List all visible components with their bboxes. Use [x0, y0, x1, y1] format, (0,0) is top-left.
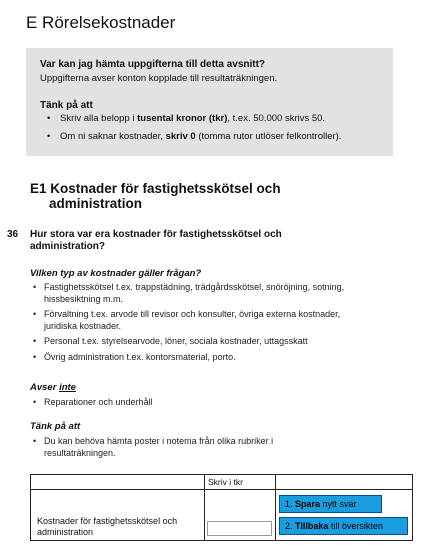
- list-item: • Personal t.ex. styrelsearvode, löner, sociala kostnader, uttagsskatt: [30, 336, 370, 348]
- table-divider: [31, 489, 412, 490]
- info-tips-heading: Tänk på att: [40, 100, 93, 111]
- list-item: • Du kan behöva hämta poster i notema från olika rubriker i resultaträkningen.: [30, 436, 320, 459]
- list-item: • Fastighetsskötsel t.ex. trappstädning, trädgårdsskötsel, snöröjning, sotning, hissbesiktning m.m.: [30, 282, 370, 305]
- save-button[interactable]: 1. Spara nytt svar: [279, 495, 382, 513]
- type-heading: Vilken typ av kostnader gäller frågan?: [30, 268, 202, 279]
- question-text: Hur stora var era kostnader för fastighetsskötsel och administration?: [30, 229, 282, 252]
- back-to-overview-button[interactable]: 2. Tillbaka till översikten: [279, 517, 408, 535]
- info-tip: • Om ni saknar kostnader, skriv 0 (tomma rutor utlöser felkontroller).: [40, 128, 390, 146]
- section-title: E Rörelsekostnader: [26, 13, 176, 32]
- note-list: [30, 436, 320, 463]
- info-question: Var kan jag hämta uppgifterna till detta avsnitt?: [40, 59, 266, 70]
- amount-input[interactable]: [207, 521, 272, 536]
- type-list: [30, 282, 370, 367]
- answer-table: [30, 474, 413, 541]
- list-item: • Reparationer och underhåll: [30, 397, 370, 409]
- list-item: • Förvaltning t.ex. arvode till revisor och konsulter, övriga externa kostnader, juridiska kostnader.: [30, 309, 370, 332]
- table-divider: [275, 475, 276, 540]
- note-heading: Tänk på att: [30, 421, 81, 432]
- info-box: [26, 48, 393, 156]
- column-header: Skriv i tkr: [208, 477, 243, 487]
- info-answer: Uppgifterna avser konton kopplade till resultaträkningen.: [40, 73, 278, 84]
- question-number: 36: [7, 229, 19, 240]
- row-label: Kostnader för fastighetsskötsel och administration: [37, 516, 178, 537]
- exclusions-list: [30, 397, 370, 413]
- table-divider: [204, 475, 205, 540]
- list-item: • Övrig administration t.ex. kontorsmaterial, porto.: [30, 352, 370, 364]
- info-tip: • Skriv alla belopp i tusental kronor (tkr), t.ex. 50.000 skrivs 50.: [40, 110, 390, 128]
- exclusions-heading: Avser inte: [30, 382, 76, 393]
- subsection-title: E1 Kostnader för fastighetsskötsel och administration: [30, 181, 281, 211]
- info-tips-list: [40, 110, 390, 146]
